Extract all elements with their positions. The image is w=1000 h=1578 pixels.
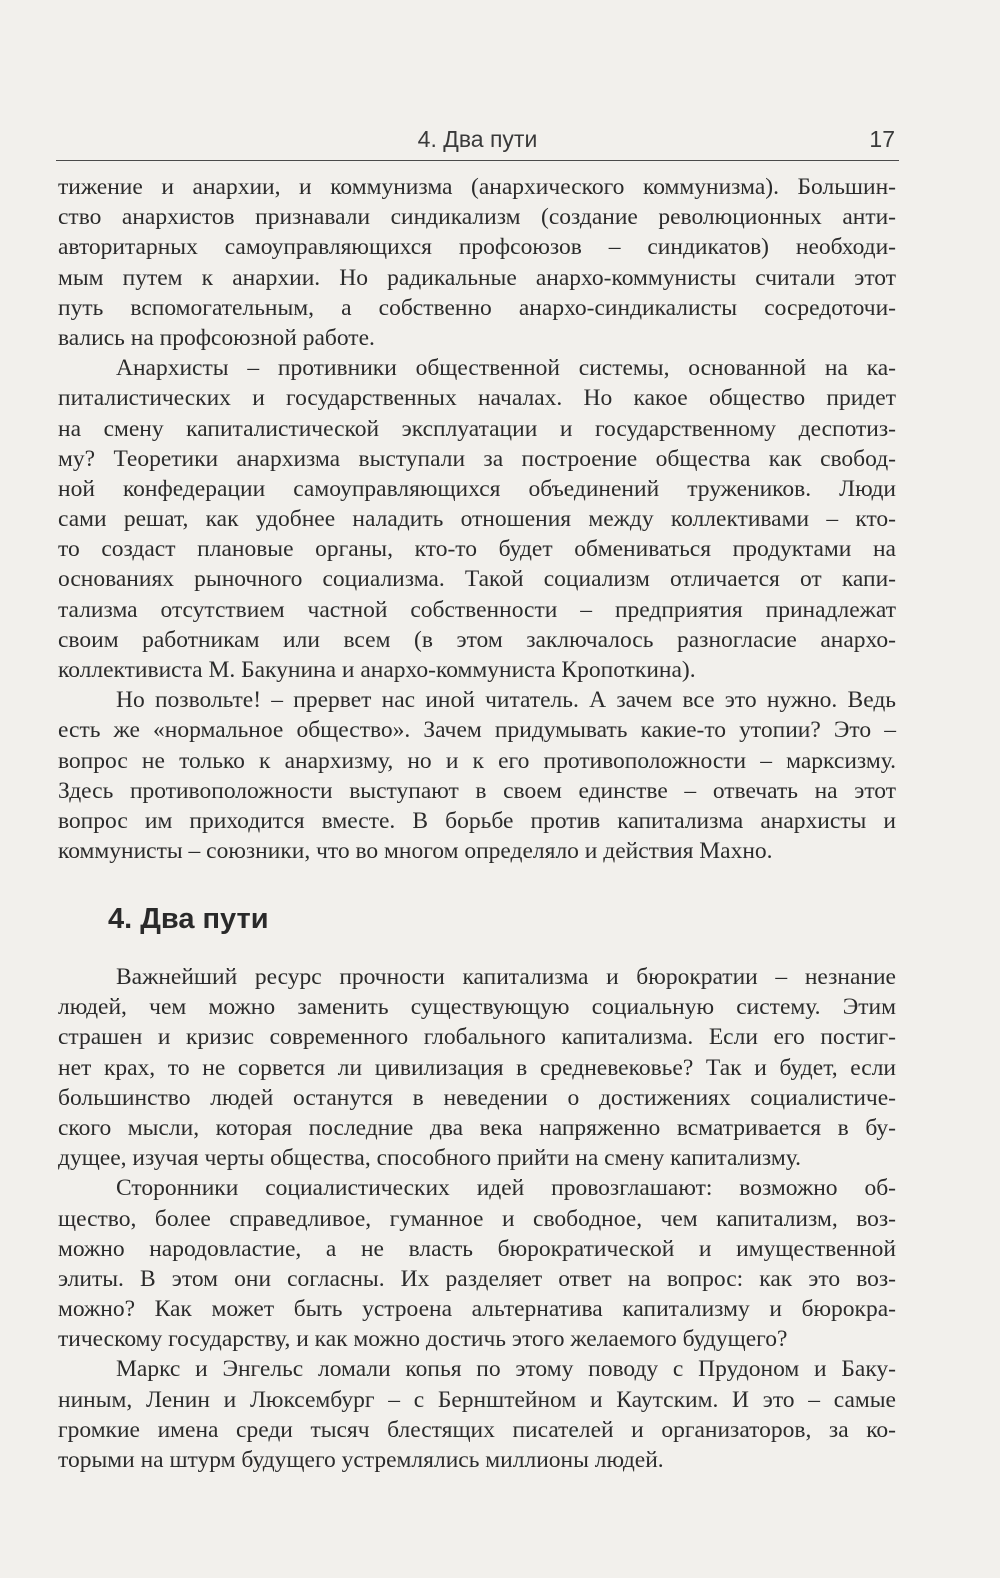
text-line: ной конфедерации самоуправляющихся объединений тружеников. Люди	[58, 475, 896, 502]
text-line: громкие имена среди тысяч блестящих писателей и организаторов, за ко-	[58, 1416, 896, 1443]
text-line: ского мысли, которая последние два века напряженно всматривается в бу-	[58, 1114, 896, 1141]
text-line: вались на профсоюзной работе.	[58, 324, 375, 351]
text-line: тическому государству, и как можно достичь этого желаемого будущего?	[58, 1326, 788, 1353]
text-line: страшен и кризис современного глобального капитализма. Если его постиг-	[58, 1024, 896, 1051]
text-line: коммунисты – союзники, что во многом определяло и действия Махно.	[58, 838, 773, 865]
text-line: большинство людей останутся в неведении о достижениях социалистиче-	[58, 1084, 896, 1111]
text-line: можно? Как может быть устроена альтернатива капитализму и бюрокра-	[58, 1296, 896, 1323]
text-line: щество, более справедливое, гуманное и свободное, чем капитализм, воз-	[58, 1205, 896, 1232]
section-heading: 4. Два пути	[108, 903, 269, 935]
text-line: Анархисты – противники общественной системы, основанной на ка-	[116, 355, 896, 382]
text-line: можно народовластие, а не власть бюрократической и имущественной	[58, 1235, 896, 1262]
text-line: Здесь противоположности выступают в своем единстве – отвечать на этот	[58, 777, 896, 804]
text-line: вопрос не только к анархизму, но и к его противоположности – марксизму.	[58, 747, 896, 774]
text-line: основаниях рыночного социализма. Такой социализм отличается от капи-	[58, 566, 896, 593]
text-line: вопрос им приходится вместе. В борьбе против капитализма анархисты и	[58, 807, 896, 834]
text-line: элиты. В этом они согласны. Их разделяет ответ на вопрос: как это воз-	[58, 1265, 896, 1292]
text-line: есть же «нормальное общество». Зачем придумывать какие-то утопии? Это –	[58, 717, 896, 744]
text-line: Но позвольте! – прервет нас иной читатель. А зачем все это нужно. Ведь	[116, 687, 896, 714]
text-line: людей, чем можно заменить существующую социальную систему. Этим	[58, 994, 896, 1021]
text-line: то создаст плановые органы, кто-то будет обмениваться продуктами на	[58, 536, 896, 563]
text-line: Важнейший ресурс прочности капитализма и бюрократии – незнание	[116, 964, 896, 990]
text-block-bottom	[58, 962, 896, 1475]
text-line: тализма отсутствием частной собственности – предприятия принадлежат	[58, 596, 896, 623]
text-line: ство анархистов признавали синдикализм (создание революционных анти-	[58, 204, 896, 231]
text-block-top	[58, 172, 896, 866]
text-line: коллективиста М. Бакунина и анархо-коммуниста Кропоткина).	[58, 657, 696, 683]
text-line: торыми на штурм будущего устремлялись миллионы людей.	[58, 1447, 664, 1473]
text-line: сами решат, как удобнее наладить отношения между коллективами – кто-	[58, 506, 896, 533]
running-header	[56, 116, 899, 161]
text-line: на смену капиталистической эксплуатации и государственному деспотиз-	[58, 415, 896, 442]
text-line: ниным, Ленин и Люксембург – с Бернштейном и Каутским. И это – самые	[58, 1386, 896, 1413]
text-line: путь вспомогательным, а собственно анархо-синдикалисты сосредоточи-	[58, 294, 896, 321]
text-line: своим работникам или всем (в этом заключалось разногласие анархо-	[58, 626, 896, 653]
page-number: 17	[869, 126, 895, 152]
text-line: питалистических и государственных началах. Но какое общество придет	[58, 385, 896, 412]
text-line: Сторонники социалистических идей провозглашают: возможно об-	[116, 1175, 896, 1202]
text-line: мым путем к анархии. Но радикальные анархо-коммунисты считали этот	[58, 264, 896, 291]
text-line: дущее, изучая черты общества, способного прийти на смену капитализму.	[58, 1145, 801, 1172]
running-title: 4. Два пути	[417, 126, 538, 152]
text-line: тижение и анархии, и коммунизма (анархического коммунизма). Большин-	[58, 174, 896, 200]
text-line: му? Теоретики анархизма выступали за построение общества как свобод-	[58, 445, 896, 472]
text-line: нет крах, то не сорвется ли цивилизация в средневековье? Так и будет, если	[58, 1054, 896, 1081]
text-line: авторитарных самоуправляющихся профсоюзов – синдикатов) необходи-	[58, 234, 896, 261]
text-line: Маркс и Энгельс ломали копья по этому поводу с Прудоном и Баку-	[116, 1356, 896, 1383]
